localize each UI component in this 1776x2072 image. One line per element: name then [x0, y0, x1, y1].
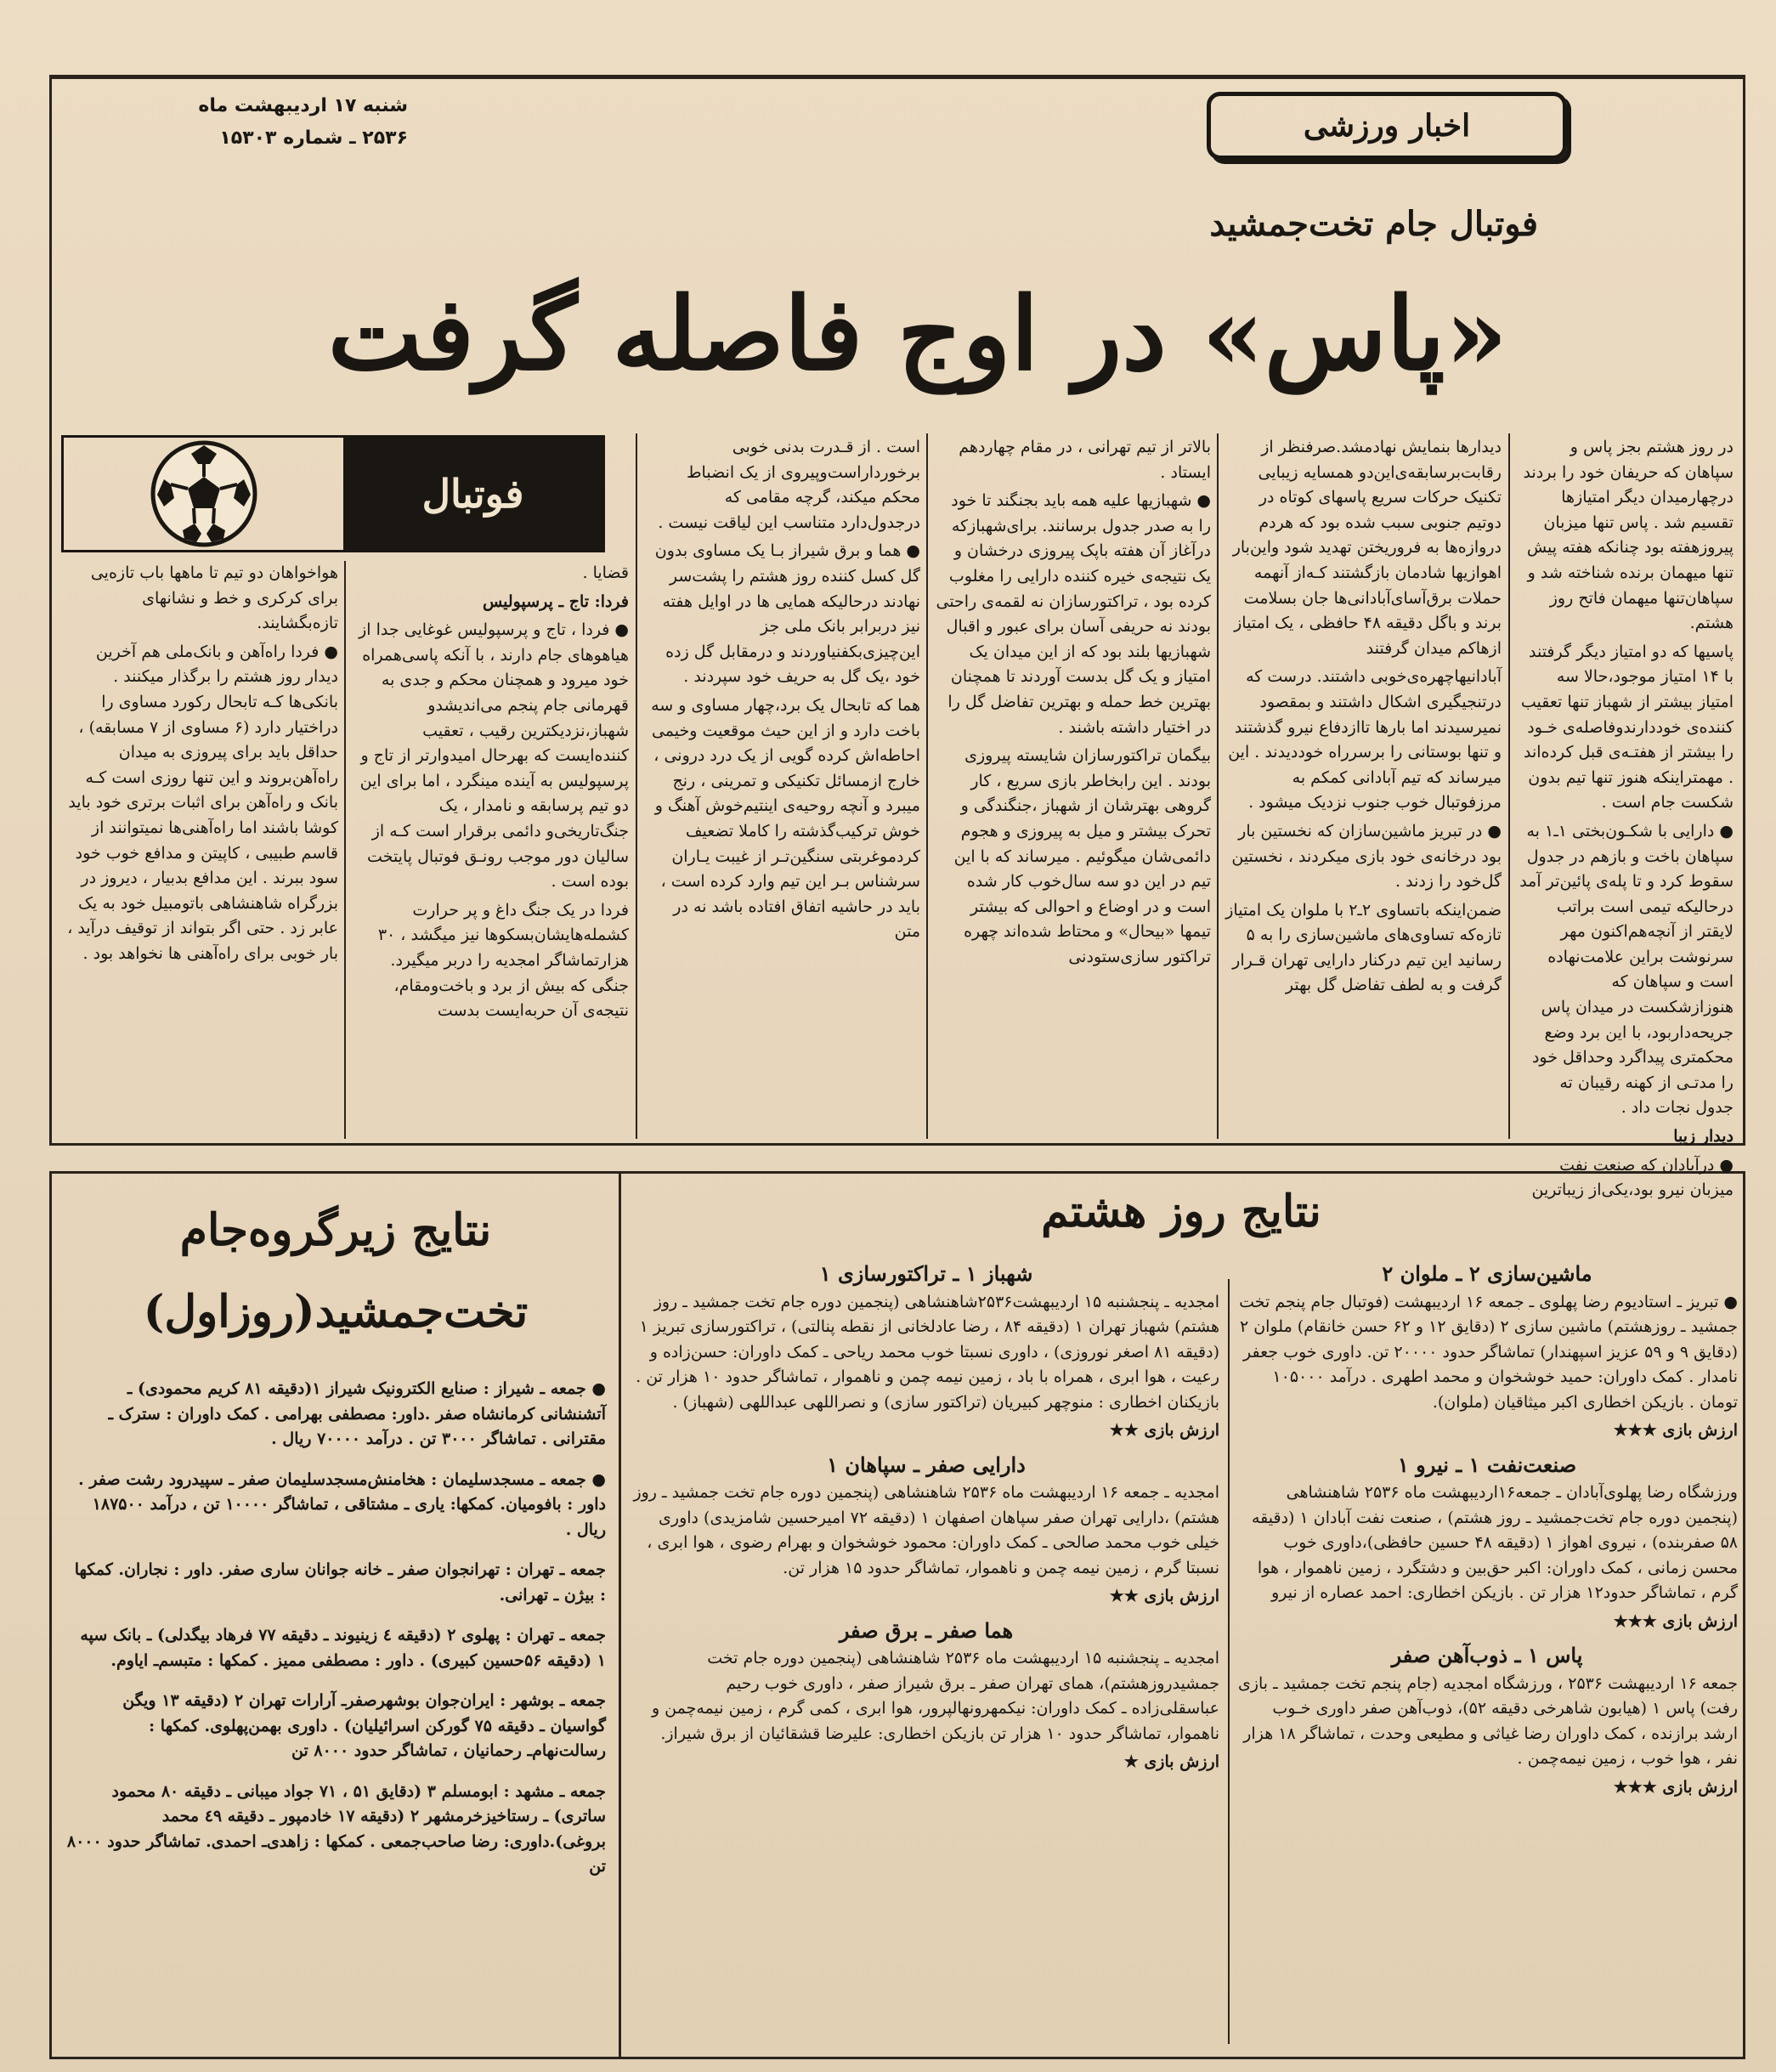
article-paragraph: آبادانیهاچهره‌ی‌خوبی داشتند. درست که درتنجیگیری اشکال داشتند و بمقصود نمیرسیدند اما بارها تاازدفاع نیرو گذشتند و تنها بوستانی را برسرراه خوددیدند . این میرساند که تیم آبادانی کمکم به مرزفوتبال خوب جنوب نزدیک میشود .: [1228, 667, 1502, 812]
match-rating: ارزش بازی ★★: [1109, 1421, 1219, 1440]
article-paragraph: بیگمان تراکتورسازان شایسته پیروزی بودند . این رابخاطر بازی سریع ، کار گروهی بهترشان از شهباز ،جنگندگی و تحرک بیشتر و میل به پیروزی و هجوم دائمی‌شان میگوئیم . میرساند که با این تیم در این دو سه سال‌خوب کار شده است و در اوضاع و احوالی که بیشتر تیمها «بیحال» و محتاط شده‌اند چهره تراکتور سازی‌ستودنی: [953, 746, 1211, 966]
top-rule: [49, 76, 1745, 79]
column-rule: [926, 433, 928, 1139]
column-rule: [1228, 1279, 1230, 2044]
article-paragraph: ● در تبریز ماشین‌سازان که نخستین بار بود درخانه‌ی خود بازی میکردند ، نخستین گل‌خود را زدند .: [1231, 821, 1502, 892]
section-badge: [1207, 92, 1567, 160]
section-badge-text: اخبار ورزشی: [1303, 108, 1471, 144]
match-rating: ارزش بازی ★★★: [1613, 1421, 1738, 1440]
match-heading: ماشین‌سازی ۲ ـ ملوان ۲: [1382, 1261, 1592, 1286]
match-rating: ارزش بازی ★★★: [1613, 1611, 1738, 1631]
match-heading: شهباز ۱ ـ تراکتورسازی ۱: [819, 1261, 1033, 1286]
subgroup-results-list: [66, 1377, 606, 2052]
article-paragraph: بالاتر از تیم تهرانی ، در مقام چهاردهم ایستاد .: [959, 438, 1211, 482]
story-kicker: فوتبال جام تخت‌جمشید: [1209, 204, 1538, 244]
article-paragraph: ● شهبازیها علیه همه باید بجنگند تا خود را به صدر جدول برسانند. برای‌شهبازکه درآغاز آن هفته باپک پیروزی درخشان و یک نتیجه‌ی خیره کننده دارایی را مغلوب کرده بود ، تراکتور‌سازان نه لقمه‌ی راحتی بودند نه حریفی آسان برای عبور و اقبال شهبازیها بلند بود که از این میدان یک امتیاز و یک گل بدست آوردند تا همچنان بهترین خط حمله و بهترین تفاضل گل را در اختیار داشته باشند .: [936, 491, 1211, 737]
article-column-4: [644, 435, 920, 1137]
column-rule: [344, 561, 346, 1139]
column-rule: [636, 433, 637, 1139]
article-paragraph: ضمن‌اینکه باتساوی ۲ـ۲ با ملوان یک امتیاز تازه‌که تساوی‌های ماشین‌سازی را به ۵ رسانید این تیم درکنار دارایی تهران قـرار گرفت و به لطف تفاضل گل بهتر: [1225, 900, 1502, 995]
match-rating: ارزش بازی ★★★: [1613, 1777, 1738, 1797]
article-paragraph: فردا در یک جنگ داغ‌ و پر حرارت کشمله‌هایشان‌بسکوها نیز میگشد ، ۳۰ هزارتماشاگر امجدیه را دربر میگیرد. جنگی که بیش از برد و باخت‌ومقام، نتیجه‌ی آن حربه‌ایست بدست: [377, 900, 629, 1021]
column-rule: [1217, 433, 1219, 1139]
match-heading: پاس ۱ ـ ذوب‌آهن صفر: [1391, 1643, 1583, 1667]
article-column-6: [61, 561, 338, 1137]
article-paragraph: قضایا .: [582, 563, 629, 582]
match-report: امجدیه ـ جمعه ۱۶ اردیبهشت ماه ۲۵۳۶ شاهنشاهی (پنجمین دوره جام تخت جمشید ـ روز هشتم) ،دارایی تهران صفر سپاهان اصفهان ۱ (دقیقه ۷۲ امیرحسین شامزیدی) داوری خیلی خوب محمد صالحی ـ کمک داوران: محمود خوشخوان و بهرام رضوی ، هوا ابری ، نسبتا گرم ، زمین نیمه چمن و ناهموار، تماشاگر حدود ۱۵ هزار تن.: [633, 1483, 1219, 1577]
date-line-1: شنبه ۱۷ اردیبهشت ماه: [198, 95, 408, 116]
results-left-column: [633, 1256, 1219, 2055]
article-paragraph: ● فردا راه‌آهن و بانک‌ملی هم آخرین دیدار روز هشتم را برگذار میکنند . بانکی‌ها کـه تابحال رکورد مساوی را دراختیار دارد (۶ مساوی از ۷ مسابقه) ، حداقل باید برای پیروزی به میدان راه‌آهن‌بروند و این تنها روزی است کـه بانک و راه‌آهن برای اثبات برتری خود باید کوشا باشند اما راه‌آهنی‌ها نمیتوانند از قاسم طبیبی ، کاپیتن و مدافع خوب خود سود ببرند . این مدافع بدبیار ، دیروز در بزرگراه شاهنشاهی باتومبیل خود به یک عابر زد . حتی اگر بتواند از توقیف درآید ، بار خوبی برای راه‌آهنی ها نخواهد بود .: [67, 642, 338, 963]
subgroup-result-item: ● جمعه ـ شیراز : صنایع الکترونیک شیراز ۱(دقیقه ۸۱ کریم محمودی) ـ آتشنشانی کرمانشاه صفر .داور: مصطفی بهرامی . کمک داوران : سترک ـ مقترانی . تماشاگر ۳۰۰۰ تن . درآمد ۷۰۰۰۰ ریال .: [108, 1379, 606, 1448]
article-column-1: [1517, 435, 1734, 1200]
article-column-3: [935, 435, 1211, 1137]
article-subhead: دیدار زیبا: [1673, 1127, 1734, 1146]
match-report: امجدیه ـ پنجشنبه ۱۵ اردیبهشت ماه ۲۵۳۶ شاهنشاهی (پنجمین دوره جام تخت جمشید‌روزهشتم)، همای تهران صفر ـ برق شیراز صفر ، داوری خوب رحیم عباسقلی‌زاده ـ کمک داوران: نیکمهرونهالپرور، هوا ابری ، کمی گرم ، زمین نیمه‌چمن و ناهموار، تماشاگر حدود ۱۰ هزار تن بازیکن اخطاری: علیرضا قشقائیان از برق شیراز.: [651, 1649, 1219, 1743]
subgroup-title-line-2: تخت‌جمشید(روزاول): [143, 1286, 529, 1338]
article-paragraph: ● درآبادان که صنعت نفت میزبان نیرو بود،یکی‌از زیباترین: [1531, 1155, 1734, 1200]
subgroup-result-item: جمعه ـ بوشهر : ایران‌جوان بوشهرصفرـ آرارات تهران ۲ (دقیقه ۱۳ ویگن گواسیان ـ دقیقه ۷۵ گورکن اسرائیلیان) . داوری بهمن‌پهلوی. کمکها : رسالت‌نهام‌ـ رحمانیان ، تماشاگر حدود ۸۰۰۰ تن: [122, 1691, 606, 1760]
article-paragraph: پاسیها که دو امتیاز دیگر گرفتند با ۱۴ امتیاز موجود،حالا سه امتیاز بیشتر از شهباز تنها تعقیب کننده‌ی خوددارندوفاصله‌ی خـود را بیشتر از هفتـه‌ی قبل کرده‌اند . مهمتراینکه هنوز تنها تیم بدون شکست جام است .: [1520, 642, 1734, 812]
match-rating: ارزش بازی ★★: [1109, 1587, 1219, 1605]
results-right-column: [1236, 1256, 1738, 2055]
article-paragraph: ● فردا ، تاج و پرسپولیس غوغایی جدا از هیاهوهای جام دارند ، با آنکه پاسی‌همراه خود میرود و همچنان محکم و جدی به قهرمانی جام پنجم می‌اندیشدو شهباز،نزدیکترین رقیب ، تعقیب کننده‌ایست که بهرحال امیدوارتر از تاج و پرسپولیس به آینده مینگرد ، اما برای این دو تیم پرسابقه و نامدار ، یک جنگ‌تاریخی‌و دائمی برقرار است کـه از سالیان دور موجب رونـق فوتبال پایتخت بوده است .: [359, 620, 629, 892]
subgroup-result-item: جمعه ـ تهران : تهرانجوان صفر ـ خانه جوانان ساری صفر. داور : نجاران. کمکها : بیژن ـ تهرانی.: [74, 1560, 606, 1605]
section-divider: [619, 1173, 621, 2057]
subgroup-result-item: جمعه ـ تهران : پهلوی ۲ (دقیقه ٤ زینیوند ـ دقیقه ۷۷ فرهاد بیگدلی) ـ بانک سپه ۱ (دقیقه ۵۶حسین کبیری) . داور : مصطفی ممیز . کمکها : متبسم‌ـ ایاوم.: [80, 1626, 606, 1670]
match-report: ورزشگاه رضا پهلوی‌آبادان ـ جمعه‌۱۶اردیبهشت ماه ۲۵۳۶ شاهنشاهی (پنجمین دوره جام تخت‌جمشید ـ روز هشتم) ، صنعت نفت آبادان ۱ (دقیقه ۵۸ صفربنده) ، نیروی اهواز ۱ (دقیقه ۴۸ حسین حافظی)،داوری خوب محسن زمانی ، کمک داوران: اکبر حق‌بین و دشتگرد ، زمین ناهموار ، هوا گرم ، تماشاگر حدود۱۲ هزار تن . بازیکن اخطاری: احمد عصاره از نیرو: [1251, 1483, 1738, 1602]
story-headline: «پاس» در اوج فاصله گرفت: [327, 275, 1508, 393]
article-subhead: فردا: تاج ـ پرسپولیس: [482, 592, 629, 611]
subgroup-title-line-1: نتایج زیرگروه‌جام: [179, 1204, 492, 1256]
match-rating: ارزش بازی ★: [1123, 1752, 1219, 1771]
match-report: جمعه ۱۶ اردیبهشت ۲۵۳۶ ، ورزشگاه امجدیه (جام پنجم تخت جمشید ـ بازی رفت) پاس ۱ (هیابون شاهرخی دقیقه ۵۲)، ذوب‌آهن صفر داوری خـوب ارشد برازنده ، کمک داوران رضا غیاثی و مطیعی وحدت ، تماشاگر ۱۸ هزار نفر ، هوا خوب ، زمین نیمه‌چمن .: [1237, 1673, 1738, 1768]
subgroup-title: [64, 1190, 608, 1353]
football-banner-label: فوتبال: [343, 438, 602, 550]
article-paragraph: ● دارایی با شکـون‌بختی ۱ـ۱ به سپاهان باخت و بازهم در جدول سقوط کرد و تا پله‌ی پائین‌تر آمد درحالیکه تیمی است براتب لایقتر از آنچه‌هم‌اکنون مهر سرنوشت براین علامت‌نهاده است و سپاهان که هنوزازشکست در میدان پاس جریحه‌داربود، با این برد وضع محکمتری پیداگرد وحداقل خود را مدتـی از کهنه رقیبان ته جدول نجات داد .: [1519, 821, 1734, 1118]
results-day8-title: نتایج روز هشتم: [1041, 1186, 1321, 1237]
date-line: [119, 90, 408, 155]
match-report: ● تبریز ـ استادیوم رضا پهلوی ـ جمعه ۱۶ اردیبهشت (فوتبال جام پنجم تخت جمشید ـ روزهشتم) ماشین سازی ۲ (دقایق ۱۲ و ۶۲ حسن خانقام) ملوان ۲ (دقایق ۹ و ۵۹ عزیز اسپهندار) تماشاگر حدود ۲۰۰۰۰ تن. داوری خوب جعفر نامدار . کمک داوران: حمید خوشخوان و محمد اطهری . درآمد ۱۰۵۰۰۰ تومان . بازیکن اخطاری اکبر میثاقیان (ملوان).: [1239, 1292, 1738, 1412]
article-paragraph: هواخواهان دو تیم تا ماهها باب تازه‌یی برای کرکری و خط و نشانهای تازه‌بگشایند.: [90, 563, 338, 633]
article-paragraph: هما که تابحال یک برد،چهار مساوی و سه باخت دارد و از این حیث موقعیت وخیمی احاطه‌اش کرده گویی از یک درد درونی ، خارج ازمسائل تکنیکی و تمرینی ، رنج میبرد و آنچه روحیه‌ی اینتیم‌خوش آهنگ و خوش ترکیب‌گذشته را کاملا تضعیف کردموغربتی سنگین‌تـر از غیبت یـاران سرشناس بـر این تیم وارد کرده است ، باید در حاشیه اتفاق افتاده باشد نه در متن: [651, 695, 920, 942]
article-paragraph: دیدارها بنمایش نهادمشد.صرفنظر از رقابت‌برسابقه‌ی‌این‌دو همسایه زیبایی تکنیک حرکات سریع پاسهای کوتاه در دوتیم جنوبی سبب شده بود که هردم دروازه‌ها به فروریختن تهدید شود واین‌بار اهوازیها شادمان بازگشتند کـه‌از آنهمه حملات برق‌آسای‌آبادانی‌ها جان بسلامت برند و باگل دقیقه ۴۸ حافظی ، یک امتیاز ازهاکم میدان گرفتند: [1232, 438, 1502, 658]
subgroup-result-item: جمعه ـ مشهد : ابومسلم ۳ (دقایق ۵۱ ، ۷۱ جواد میبانی ـ دقیقه ۸۰ محمود ساتری) ـ رستاخیزخرمشهر ۲ (دقیقه ۱۷ خادمپور ـ دقیقه ٤۹ محمد بروغی).داوری: رضا صاحب‌جمعی . کمکها : زاهدی‌ـ احمدی. تماشاگر حدود ۸۰۰۰ تن: [66, 1781, 606, 1876]
article-paragraph: است . از قـدرت بدنی خوبی برخورداراست‌وپیروی از یک انضباط محکم میکند، گرچه مقامی که درجدول‌دارد متناسب این لیاقت نیست .: [658, 438, 920, 532]
match-heading: صنعت‌نفت ۱ ـ نیرو ۱: [1397, 1452, 1577, 1477]
match-report: امجدیه ـ پنجشنبه ۱۵ اردیبهشت۲۵۳۶شاهنشاهی (پنجمین دوره جام تخت جمشید ـ روز هشتم) شهباز تهران ۱ (دقیقه ۸۴ ، رضا عادلخانی از نقطه پنالتی) ، تراکتورسازی تبریز ۱ (دقیقه ۸۱ اصغر نوروزی) ، داوری نسبتا خوب محمد ریاحی ـ کمک داوران: حسن‌زاده و رعیت ، هوا ابری ، همراه با باد ، زمین نیمه چمن و ناهموار ، تماشاگر حدود ۱۰ هزار تن . بازیکنان اخطاری : منوچهر کبیریان (تراکتور سازی) و نصراللهی عبداللهی (شهباز) .: [636, 1292, 1219, 1412]
football-banner: [61, 435, 605, 552]
match-heading: هما صفر ـ برق صفر: [839, 1617, 1014, 1643]
article-column-5: [353, 561, 629, 1137]
date-line-2: ۲۵۳۶ ـ شماره ۱۵۳۰۳: [219, 127, 408, 149]
soccer-ball-icon: [64, 438, 343, 550]
subgroup-result-item: ● جمعه ـ مسجدسلیمان : هخامنش‌مسجدسلیمان صفر ـ سپیدرود رشت صفر . داور : بافومیان. کمکها: یاری ـ مشتاقی ، تماشاگر ۱۰۰۰۰ تن ، درآمد ۱۸۷۵۰۰ ریال .: [78, 1469, 606, 1539]
column-rule: [1508, 433, 1510, 1139]
article-column-2: [1225, 435, 1502, 1137]
match-heading: دارایی صفر ـ سپاهان ۱: [827, 1452, 1026, 1477]
article-paragraph: ● هما و برق شیراز بـا یک مساوی بدون گل کسل کننده روز هشتم را پشت‌سر نهادند درحالیکه همایی ها در اوایل هفته نیز دربرابر بانک ملی جز این‌چیزی‌بکفنیاوردند و درمقابل گل زده خود ،یک گل به حریف خود سپردند .: [654, 541, 920, 687]
article-paragraph: در روز هشتم بجز پاس و سپاهان که حریفان خود را بردند درچهارمیدان دیگر امتیازها تقسیم شد . پاس تنها میزبان پیروزهفته بود چنانکه هفته پیش تنها میهمان برنده شناخته شد و سپاهان‌تنها میهمان فاتح روز هشتم.: [1523, 438, 1734, 633]
